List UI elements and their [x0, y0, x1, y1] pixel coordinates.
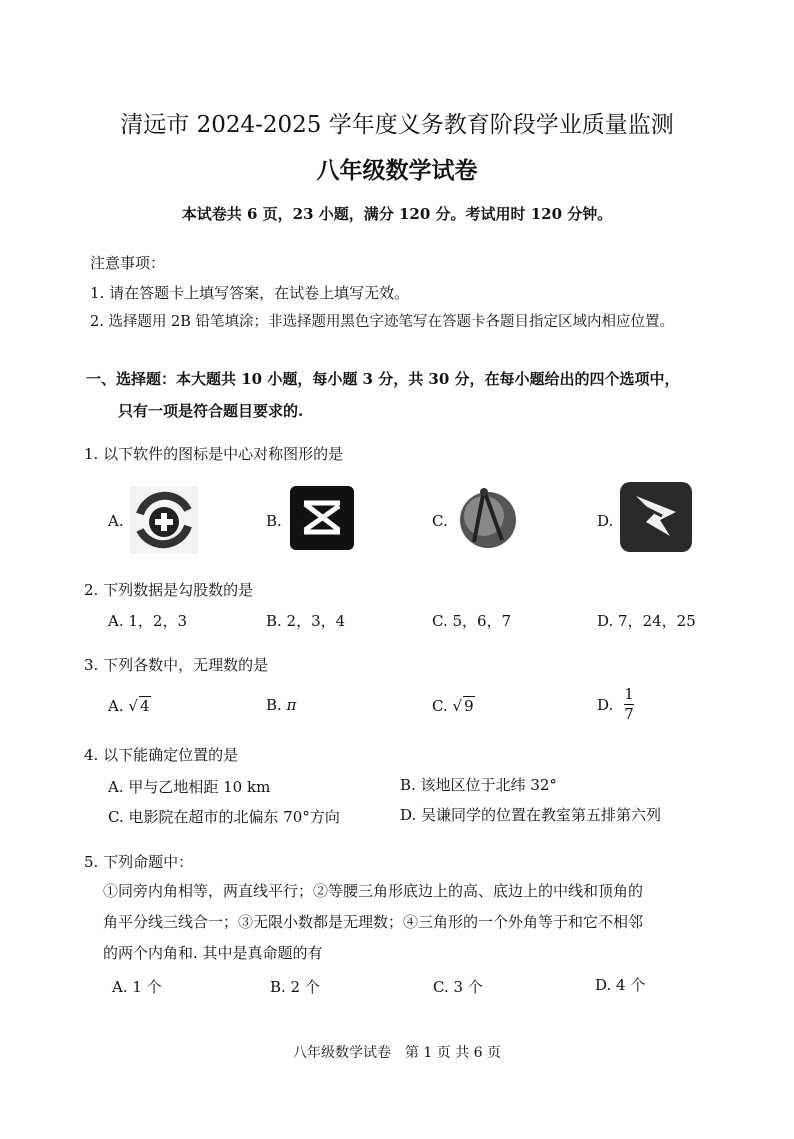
fraction-numerator: 1 — [624, 685, 634, 703]
exam-title: 清远市 2024-2025 学年度义务教育阶段学业质量监测 — [120, 112, 674, 138]
q5-option-c: C. 3 个 — [433, 978, 483, 996]
q2-option-c: C. 5，6，7 — [432, 612, 512, 630]
q3-option-b-value: π — [286, 696, 297, 714]
note-item-2: 2. 选择题用 2B 铅笔填涂；非选择题用黑色字迹笔写在答题卡各题目指定区域内相应位置。 — [90, 314, 675, 330]
wing-app-icon — [620, 482, 692, 552]
refresh-plus-icon — [130, 486, 198, 554]
q5-option-d: D. 4 个 — [595, 976, 646, 994]
sqrt-symbol: √ 4 — [128, 697, 150, 715]
section-heading-cont: 只有一项是符合题目要求的. — [118, 402, 304, 420]
sqrt-symbol: √ 9 — [452, 697, 474, 715]
notes-heading: 注意事项： — [90, 254, 166, 272]
q2-option-a: A. 1，2，3 — [108, 612, 187, 630]
q5-body-line-3: 的两个内角和. 其中是真命题的有 — [103, 944, 323, 962]
q3-stem: 3. 下列各数中，无理数的是 — [84, 656, 269, 674]
q1-option-d-label: D. — [597, 512, 614, 530]
q3-option-b-label: B. — [266, 696, 282, 714]
q5-body-line-1: ①同旁内角相等，两直线平行；②等腰三角形底边上的高、底边上的中线和顶角的 — [103, 882, 644, 900]
exam-subtitle: 八年级数学试卷 — [316, 157, 478, 184]
q3-option-a — [108, 696, 151, 715]
q3-option-c — [432, 696, 475, 715]
q5-stem: 5. 下列命题中： — [84, 853, 194, 871]
note-item-1: 1. 请在答题卡上填写答案，在试卷上填写无效。 — [90, 284, 410, 302]
q3-option-d-fraction — [624, 686, 634, 723]
q2-stem: 2. 下列数据是勾股数的是 — [84, 581, 254, 599]
section-heading: 一、选择题：本大题共 10 小题，每小题 3 分，共 30 分，在每小题给出的四个选项中， — [86, 370, 680, 388]
q1-option-b-label: B. — [266, 512, 282, 530]
q4-option-a: A. 甲与乙地相距 10 km — [108, 778, 271, 796]
q3-option-a-radicand: 4 — [139, 697, 150, 715]
q3-option-c-radicand: 9 — [464, 697, 474, 715]
q5-body-line-2: 角平分线三线合一；③无限小数都是无理数；④三角形的一个外角等于和它不相邻 — [103, 913, 644, 931]
q4-option-d: D. 吴谦同学的位置在教室第五排第六列 — [400, 806, 662, 824]
page-footer: 八年级数学试卷 第 1 页 共 6 页 — [292, 1045, 502, 1061]
q5-option-b: B. 2 个 — [270, 978, 320, 996]
q2-option-b: B. 2，3，4 — [266, 612, 346, 630]
q3-option-c-label: C. — [432, 697, 448, 715]
q4-option-b: B. 该地区位于北纬 32° — [400, 776, 557, 794]
compass-sphere-icon — [454, 484, 522, 552]
q3-option-a-label: A. — [108, 697, 124, 715]
q1-option-a-label: A. — [108, 512, 124, 530]
exam-info: 本试卷共 6 页，23 小题，满分 120 分。考试用时 120 分钟。 — [181, 205, 613, 223]
q1-option-c-label: C. — [432, 512, 448, 530]
q5-option-a: A. 1 个 — [112, 978, 162, 996]
q3-option-b — [266, 696, 296, 714]
q1-stem: 1. 以下软件的图标是中心对称图形的是 — [84, 445, 344, 463]
q2-option-d: D. 7，24，25 — [597, 612, 696, 630]
q3-option-d-label: D. — [597, 696, 614, 714]
capcut-icon — [290, 486, 354, 550]
fraction-denominator: 7 — [624, 705, 634, 723]
q4-option-c: C. 电影院在超市的北偏东 70°方向 — [108, 808, 340, 826]
q4-stem: 4. 以下能确定位置的是 — [84, 746, 239, 764]
